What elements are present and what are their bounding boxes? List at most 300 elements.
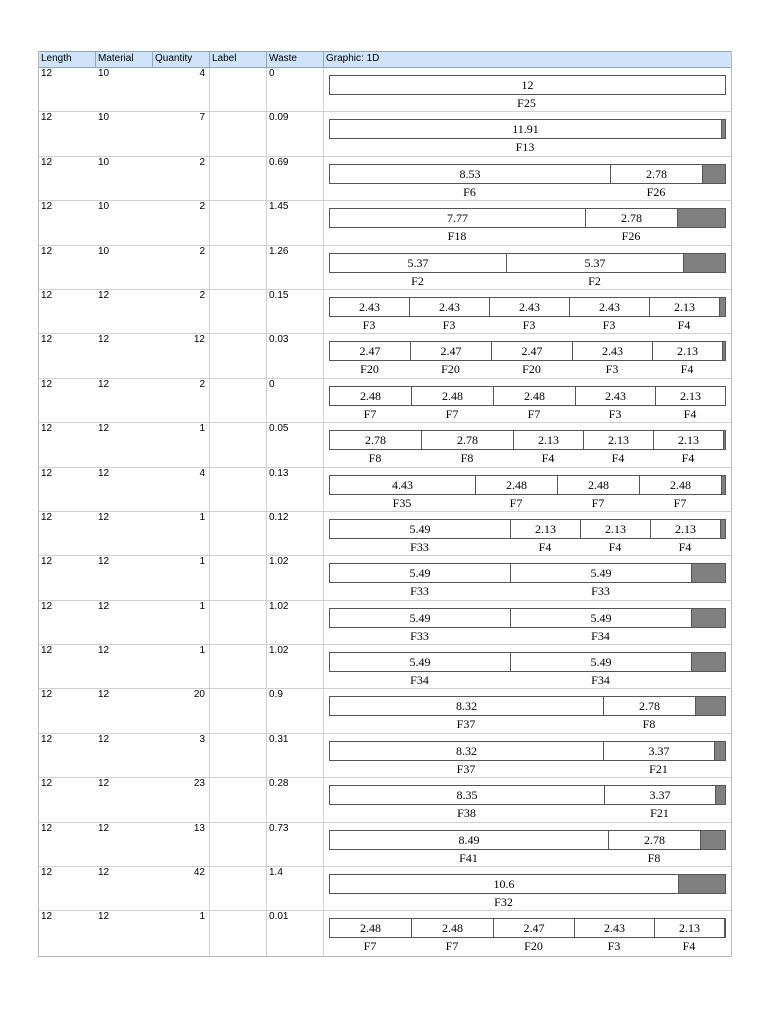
- piece-label: F2: [411, 273, 424, 288]
- cell-quantity: 12: [153, 334, 210, 377]
- piece-segment: 5.49: [511, 609, 692, 627]
- cell-material: 12: [98, 778, 110, 790]
- piece-segment: 5.37: [507, 254, 684, 272]
- cell-waste: 1.02: [267, 601, 324, 644]
- piece-label: F4: [677, 317, 691, 332]
- cut-bar: [329, 608, 726, 628]
- cell-graphic: [324, 112, 731, 155]
- piece-segment: 2.78: [422, 431, 514, 449]
- cell-waste: 0.05: [267, 423, 324, 466]
- table-row[interactable]: [39, 911, 731, 955]
- piece-segment: 8.49: [330, 831, 609, 849]
- cell-waste: 1.02: [267, 645, 324, 688]
- waste-segment: [692, 653, 725, 671]
- cut-bar: [329, 119, 726, 139]
- cell-length: 12: [41, 423, 53, 435]
- cell-waste: 0.03: [267, 334, 324, 377]
- piece-segment: 2.78: [586, 209, 678, 227]
- piece-label: F33: [591, 584, 610, 599]
- cut-bar: [329, 785, 726, 805]
- table-row[interactable]: [39, 112, 731, 156]
- table-row[interactable]: [39, 68, 731, 112]
- cut-bar: [329, 830, 726, 850]
- cell-length: 12: [41, 289, 53, 301]
- cell-quantity: 1: [153, 556, 210, 599]
- cell-graphic: [324, 68, 731, 111]
- cell-material: 10: [98, 156, 110, 168]
- cut-bar: [329, 652, 726, 672]
- cell-material: 12: [98, 467, 110, 479]
- piece-segment: 2.43: [576, 387, 656, 405]
- cut-bar: [329, 75, 726, 95]
- cell-label: [210, 689, 267, 732]
- piece-segment: 5.49: [330, 564, 511, 582]
- piece-segment: 4.43: [330, 476, 476, 494]
- cell-length: 12: [41, 645, 53, 657]
- cell-length: 12: [41, 68, 53, 79]
- cell-label: [210, 601, 267, 644]
- piece-segment: 2.43: [570, 298, 650, 316]
- cell-waste: 1.26: [267, 246, 324, 289]
- piece-label: F3: [362, 317, 376, 332]
- piece-label: F7: [445, 939, 459, 954]
- piece-labels: [329, 185, 726, 199]
- cell-graphic: [324, 645, 731, 688]
- table-row[interactable]: [39, 512, 731, 556]
- piece-label: F8: [460, 451, 474, 466]
- cell-length: 12: [41, 822, 53, 834]
- cut-bar: [329, 741, 726, 761]
- cell-material: 12: [98, 423, 110, 435]
- table-row[interactable]: [39, 823, 731, 867]
- piece-segment: 11.91: [330, 120, 722, 138]
- cell-material: 12: [98, 600, 110, 612]
- piece-segment: 2.47: [411, 342, 492, 360]
- piece-segment: 12: [521, 78, 534, 92]
- cell-graphic: [324, 201, 731, 244]
- piece-label: F26: [646, 184, 666, 199]
- cut-bar: [329, 696, 726, 716]
- cell-waste: 1.4: [267, 867, 324, 910]
- cell-waste: 0.15: [267, 290, 324, 333]
- cell-waste: 0.13: [267, 468, 324, 511]
- piece-label: F3: [522, 317, 536, 332]
- piece-label: F34: [410, 673, 429, 688]
- piece-label: F3: [605, 362, 619, 377]
- piece-label: F26: [621, 229, 641, 244]
- waste-segment: [679, 875, 725, 893]
- piece-label: F20: [522, 362, 541, 377]
- table-row[interactable]: [39, 468, 731, 512]
- cell-length: 12: [41, 733, 53, 745]
- piece-label: F34: [591, 628, 610, 643]
- piece-labels: [329, 895, 726, 909]
- cell-waste: 0.31: [267, 734, 324, 777]
- cell-label: [210, 157, 267, 200]
- piece-label: F8: [368, 451, 382, 466]
- piece-segment: 2.48: [330, 919, 412, 937]
- cutting-list-table: [38, 51, 732, 957]
- header-length[interactable]: Length: [39, 52, 96, 67]
- piece-label: F32: [494, 895, 513, 910]
- piece-segment: 7.77: [330, 209, 586, 227]
- table-row[interactable]: [39, 201, 731, 245]
- waste-segment: [724, 431, 725, 449]
- piece-segment: 2.48: [558, 476, 640, 494]
- cell-graphic: [324, 823, 731, 866]
- cut-bar: [329, 430, 726, 450]
- piece-segment: 2.13: [680, 388, 701, 403]
- piece-segment: 2.47: [330, 342, 411, 360]
- piece-segment: 8.35: [330, 786, 605, 804]
- piece-labels: [329, 140, 726, 154]
- cell-length: 12: [41, 556, 53, 568]
- piece-label: F21: [650, 806, 669, 821]
- cell-label: [210, 379, 267, 422]
- piece-labels: [329, 584, 726, 598]
- piece-label: F7: [591, 495, 605, 510]
- cell-material: 12: [98, 867, 110, 879]
- piece-segment: 2.48: [640, 476, 722, 494]
- cell-quantity: 1: [153, 911, 210, 955]
- piece-segment: 5.49: [511, 564, 692, 582]
- piece-label: F4: [541, 451, 555, 466]
- cell-waste: 1.02: [267, 556, 324, 599]
- piece-label: F3: [442, 317, 456, 332]
- table-row[interactable]: [39, 423, 731, 467]
- cell-graphic: [324, 867, 731, 910]
- cut-bar: [329, 164, 726, 184]
- piece-label: F4: [682, 939, 696, 954]
- cell-label: [210, 423, 267, 466]
- cell-quantity: 13: [153, 823, 210, 866]
- cell-quantity: 1: [153, 512, 210, 555]
- piece-label: F37: [456, 761, 476, 776]
- piece-label: F13: [515, 140, 535, 155]
- piece-segment: 2.13: [655, 919, 725, 937]
- piece-segment: 2.78: [330, 431, 422, 449]
- cell-label: [210, 823, 267, 866]
- piece-labels: [329, 96, 726, 110]
- piece-label: F25: [517, 96, 536, 110]
- piece-segment: 5.49: [330, 653, 511, 671]
- cell-label: [210, 201, 267, 244]
- piece-segment: 2.13: [651, 520, 721, 538]
- cell-waste: 0.12: [267, 512, 324, 555]
- waste-segment: [692, 564, 725, 582]
- table-row[interactable]: [39, 556, 731, 600]
- piece-label: F33: [410, 584, 429, 599]
- piece-label: F41: [459, 850, 478, 865]
- cell-material: 12: [98, 289, 110, 301]
- cell-quantity: 20: [153, 689, 210, 732]
- piece-segment: 5.49: [330, 609, 511, 627]
- piece-label: F7: [445, 406, 459, 421]
- cell-material: 12: [98, 511, 110, 523]
- cell-graphic: [324, 778, 731, 821]
- cell-material: 10: [98, 68, 110, 79]
- cell-quantity: 1: [153, 645, 210, 688]
- cut-bar: [329, 297, 726, 317]
- cell-length: 12: [41, 511, 53, 523]
- cell-length: 12: [41, 156, 53, 168]
- waste-segment: [684, 254, 725, 272]
- waste-segment: [720, 298, 725, 316]
- waste-segment: [721, 520, 725, 538]
- piece-segment: 2.13: [584, 431, 654, 449]
- cell-material: 12: [98, 378, 110, 390]
- piece-segment: 2.48: [476, 476, 558, 494]
- piece-segment: 2.13: [654, 431, 724, 449]
- piece-label: F8: [647, 850, 661, 865]
- waste-segment: [692, 609, 725, 627]
- piece-labels: [329, 362, 726, 376]
- table-header: [39, 51, 731, 68]
- cell-length: 12: [41, 778, 53, 790]
- piece-segment: 2.13: [650, 298, 720, 316]
- piece-labels: [329, 229, 726, 243]
- cell-waste: 0.09: [267, 112, 324, 155]
- cell-graphic: [324, 157, 731, 200]
- cut-bar: [329, 918, 726, 938]
- piece-labels: [329, 629, 726, 643]
- piece-segment: 2.13: [653, 342, 723, 360]
- piece-label: F4: [681, 451, 695, 466]
- waste-segment: [716, 786, 725, 804]
- piece-labels: [329, 673, 726, 687]
- cell-quantity: 1: [153, 423, 210, 466]
- table-row[interactable]: [39, 379, 731, 423]
- cell-label: [210, 556, 267, 599]
- piece-label: F7: [673, 495, 687, 510]
- cell-graphic: [324, 379, 731, 422]
- table-body: [39, 68, 731, 956]
- piece-segment: 5.49: [330, 520, 511, 538]
- piece-label: F3: [602, 317, 616, 332]
- waste-segment: [701, 831, 725, 849]
- cut-bar: [329, 519, 726, 539]
- cell-label: [210, 468, 267, 511]
- cell-graphic: [324, 556, 731, 599]
- piece-segment: 2.78: [604, 697, 696, 715]
- piece-segment: 3.37: [604, 742, 715, 760]
- cell-quantity: 42: [153, 867, 210, 910]
- waste-segment: [678, 209, 725, 227]
- piece-label: F20: [360, 362, 379, 377]
- piece-label: F3: [608, 406, 622, 421]
- piece-segment: 5.37: [330, 254, 507, 272]
- piece-label: F8: [642, 717, 656, 732]
- piece-labels: [329, 274, 726, 288]
- table-row[interactable]: [39, 290, 731, 334]
- cell-material: 10: [98, 201, 110, 213]
- piece-label: F33: [410, 628, 429, 643]
- piece-label: F2: [588, 273, 601, 288]
- cell-graphic: [324, 689, 731, 732]
- piece-label: F34: [591, 673, 610, 688]
- piece-label: F4: [683, 406, 697, 421]
- cell-waste: 0.9: [267, 689, 324, 732]
- waste-segment: [715, 742, 725, 760]
- cell-length: 12: [41, 334, 53, 346]
- cell-length: 12: [41, 201, 53, 213]
- piece-label: F20: [441, 362, 460, 377]
- piece-label: F35: [392, 495, 412, 510]
- cut-bar: [329, 874, 726, 894]
- piece-label: F7: [527, 406, 541, 421]
- cell-length: 12: [41, 867, 53, 879]
- cell-quantity: 1: [153, 601, 210, 644]
- header-material[interactable]: Material: [96, 52, 153, 67]
- piece-labels: [329, 762, 726, 776]
- cell-waste: 0.01: [267, 911, 324, 955]
- cell-label: [210, 734, 267, 777]
- piece-label: F20: [524, 939, 543, 954]
- piece-labels: [329, 851, 726, 865]
- piece-labels: [329, 717, 726, 731]
- cell-quantity: 2: [153, 157, 210, 200]
- cell-quantity: 2: [153, 379, 210, 422]
- table-row[interactable]: [39, 601, 731, 645]
- cell-quantity: 2: [153, 201, 210, 244]
- cut-bar: [329, 341, 726, 361]
- cell-material: 12: [98, 334, 110, 346]
- cell-label: [210, 867, 267, 910]
- waste-segment: [703, 165, 725, 183]
- cell-graphic: [324, 423, 731, 466]
- waste-segment: [696, 697, 725, 715]
- table-row[interactable]: [39, 734, 731, 778]
- cell-graphic: [324, 734, 731, 777]
- piece-segment: 2.13: [511, 520, 581, 538]
- piece-segment: 8.32: [330, 742, 604, 760]
- piece-label: F4: [678, 539, 692, 554]
- piece-segment: 2.48: [494, 387, 576, 405]
- cell-waste: 0: [267, 379, 324, 422]
- piece-label: F4: [538, 539, 552, 554]
- piece-label: F7: [363, 406, 377, 421]
- cell-label: [210, 68, 267, 111]
- table-row[interactable]: [39, 867, 731, 911]
- piece-labels: [329, 806, 726, 820]
- cell-length: 12: [41, 689, 53, 701]
- piece-labels: [329, 540, 726, 554]
- piece-labels: [329, 496, 726, 510]
- cell-label: [210, 112, 267, 155]
- waste-segment: [723, 342, 725, 360]
- cut-bar: [329, 208, 726, 228]
- piece-segment: 8.53: [330, 165, 611, 183]
- cell-label: [210, 290, 267, 333]
- cell-graphic: [324, 512, 731, 555]
- piece-labels: [329, 407, 726, 421]
- piece-segment: 2.13: [581, 520, 651, 538]
- piece-label: F33: [410, 539, 429, 554]
- cut-bar: [329, 475, 726, 495]
- cell-length: 12: [41, 378, 53, 390]
- piece-segment: 2.48: [412, 919, 494, 937]
- piece-segment: 3.37: [605, 786, 716, 804]
- cut-bar: [329, 563, 726, 583]
- header-quantity[interactable]: Quantity: [153, 52, 210, 67]
- piece-label: F37: [456, 717, 476, 732]
- cell-label: [210, 645, 267, 688]
- piece-segment: 2.43: [330, 298, 410, 316]
- cell-quantity: 4: [153, 68, 210, 111]
- cell-material: 12: [98, 911, 110, 923]
- cut-bar: [329, 253, 726, 273]
- piece-label: F6: [463, 184, 476, 199]
- cell-graphic: [324, 290, 731, 333]
- piece-segment: 2.47: [492, 342, 573, 360]
- cell-label: [210, 334, 267, 377]
- cell-graphic: [324, 334, 731, 377]
- cell-graphic: [324, 246, 731, 289]
- cell-material: 12: [98, 645, 110, 657]
- table-row[interactable]: [39, 689, 731, 733]
- piece-segment: 2.48: [412, 387, 494, 405]
- table-row[interactable]: [39, 778, 731, 822]
- piece-segment: 2.47: [494, 919, 575, 937]
- cell-material: 12: [98, 556, 110, 568]
- cell-material: 12: [98, 689, 110, 701]
- cell-waste: 0.73: [267, 823, 324, 866]
- header-waste[interactable]: Waste: [267, 52, 324, 67]
- piece-label: F21: [649, 761, 668, 776]
- waste-segment: [722, 120, 725, 138]
- cell-quantity: 2: [153, 290, 210, 333]
- cell-material: 12: [98, 733, 110, 745]
- piece-segment: 5.49: [511, 653, 692, 671]
- piece-labels: [329, 318, 726, 332]
- piece-segment: 8.32: [330, 697, 604, 715]
- cell-length: 12: [41, 245, 53, 257]
- cell-length: 12: [41, 112, 53, 124]
- cell-quantity: 3: [153, 734, 210, 777]
- cell-quantity: 23: [153, 778, 210, 821]
- piece-segment: 2.43: [490, 298, 570, 316]
- cell-quantity: 4: [153, 468, 210, 511]
- piece-label: F4: [608, 539, 622, 554]
- piece-segment: 2.48: [330, 387, 412, 405]
- header-graphic[interactable]: Graphic: 1D: [326, 53, 380, 64]
- cell-waste: 0.28: [267, 778, 324, 821]
- piece-segment: 2.13: [514, 431, 584, 449]
- header-label[interactable]: Label: [210, 52, 267, 67]
- cell-length: 12: [41, 600, 53, 612]
- cell-quantity: 2: [153, 246, 210, 289]
- cell-graphic: [324, 601, 731, 644]
- cell-label: [210, 246, 267, 289]
- piece-segment: 10.6: [330, 875, 679, 893]
- cell-waste: 0.69: [267, 157, 324, 200]
- piece-label: F18: [447, 229, 467, 244]
- table-row[interactable]: [39, 157, 731, 201]
- cell-material: 10: [98, 245, 110, 257]
- piece-labels: [329, 939, 726, 953]
- piece-label: F7: [509, 495, 523, 510]
- cell-label: [210, 778, 267, 821]
- piece-labels: [329, 451, 726, 465]
- cell-waste: 1.45: [267, 201, 324, 244]
- piece-label: F4: [611, 451, 625, 466]
- cell-label: [210, 512, 267, 555]
- table-row[interactable]: [39, 246, 731, 290]
- piece-label: F3: [607, 939, 621, 954]
- table-row[interactable]: [39, 334, 731, 378]
- table-row[interactable]: [39, 645, 731, 689]
- cut-bar: [329, 386, 726, 406]
